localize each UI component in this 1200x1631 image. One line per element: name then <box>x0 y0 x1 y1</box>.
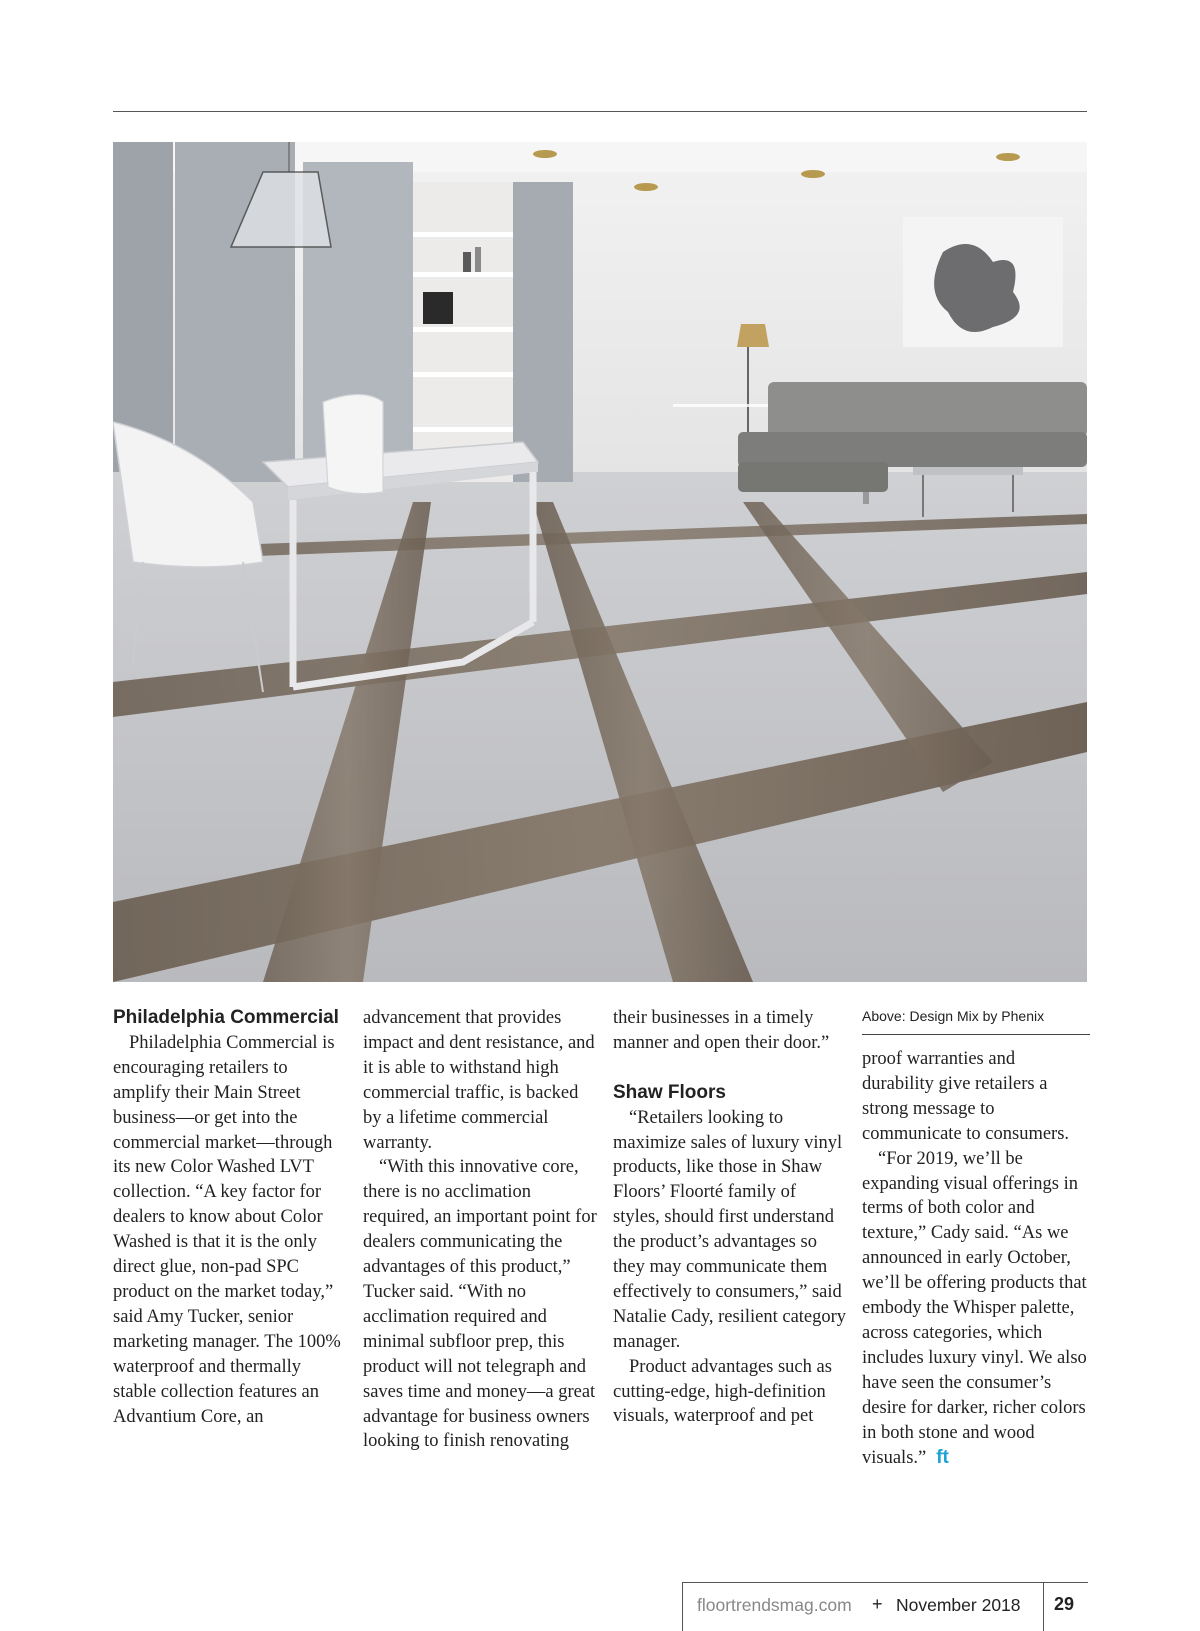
page-footer <box>682 1582 1088 1631</box>
paragraph: their businesses in a timely manner and open their door.” <box>613 1008 830 1053</box>
paragraph <box>862 1147 1090 1471</box>
column-4 <box>862 1006 1090 1470</box>
spacer <box>613 1056 847 1081</box>
column-3 <box>613 1006 847 1429</box>
column-1 <box>113 1006 347 1429</box>
paragraph: proof warranties and durability give retailers a strong message to communicate to consumers. <box>862 1049 1070 1144</box>
paragraph-text: “For 2019, we’ll be expanding visual offerings in terms of both color and texture,” Cady said. “As we announced in early October, we’ll be offering products that embody the Whisper palette, across categories, which includes luxury vinyl. We also have seen the consumer’s desire for darker, richer colors in both stone and wood visuals.” <box>862 1148 1087 1468</box>
photo-caption: Above: Design Mix by Phenix <box>862 1006 1090 1035</box>
interior-scene-illustration <box>113 142 1087 982</box>
page-number: 29 <box>1054 1594 1075 1614</box>
footer-separator: + <box>872 1594 883 1614</box>
section-heading-philadelphia-commercial: Philadelphia Commercial <box>113 1007 339 1028</box>
paragraph: advancement that provides impact and dent resistance, and it is able to withstand high commercial traffic, is backed by a lifetime commercial warranty. <box>363 1008 595 1153</box>
top-rule <box>113 111 1087 112</box>
paragraph: “With this innovative core, there is no acclimation required, an important point for dealers communicating the advantages of this product,” Tucker said. “With no acclimation required and minimal subfloor prep, this product will not telegraph and saves time and money—a great advantage for business owners looking to finish renovating <box>363 1157 597 1452</box>
footer-issue-date: November 2018 <box>896 1595 1021 1615</box>
paragraph: Philadelphia Commercial is encouraging retailers to amplify their Main Street business—or get into the commercial market—through its new Color Washed LVT collection. “A key factor for dealers to know about Color Washed is that it is the only direct glue, non-pad SPC product on the market today,” said Amy Tucker, senior marketing manager. The 100% waterproof and thermally stable collection features an Advantium Core, an <box>113 1032 341 1427</box>
column-2 <box>363 1006 597 1454</box>
footer-divider <box>1043 1583 1044 1631</box>
section-heading-shaw-floors: Shaw Floors <box>613 1081 726 1103</box>
footer-website[interactable]: floortrendsmag.com <box>697 1595 852 1615</box>
ft-end-mark: ft <box>936 1446 949 1468</box>
article-photo <box>113 142 1087 982</box>
paragraph: “Retailers looking to maximize sales of luxury vinyl products, like those in Shaw Floors’ Floorté family of styles, should first understand the product’s advantages so they may communicate them effectively to consumers,” said Natalie Cady, resilient category manager. <box>613 1107 847 1352</box>
paragraph: Product advantages such as cutting-edge, high-definition visuals, waterproof and pet <box>613 1356 832 1427</box>
